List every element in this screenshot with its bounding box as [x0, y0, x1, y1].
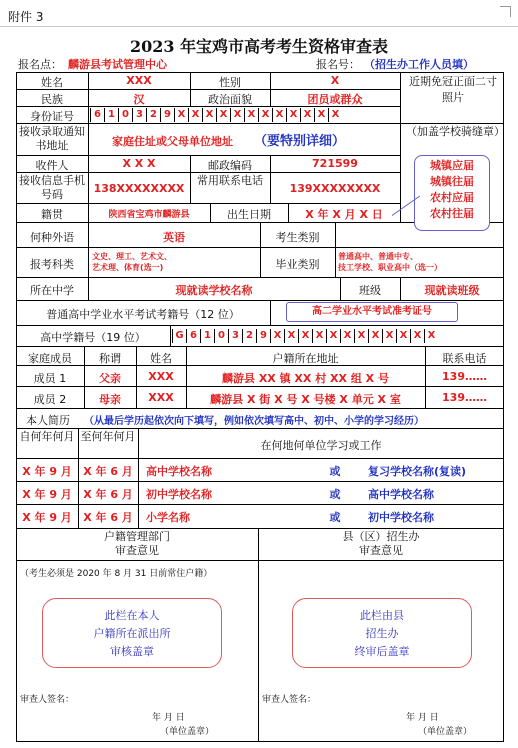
native-value[interactable]: 陕西省宝鸡市麟游县 — [108, 210, 190, 220]
category-callout — [414, 155, 490, 231]
subject-value[interactable] — [92, 251, 258, 273]
birth-value[interactable]: X 年 X 月 X 日 — [305, 208, 383, 221]
corner-mark — [500, 6, 511, 17]
review-right-title-2: 审查意见 — [359, 544, 403, 557]
left-date: 年 月 日 — [152, 713, 185, 723]
receiver-value[interactable]: X X X — [122, 157, 156, 170]
photo-note: （加盖学校骑缝章） — [406, 125, 505, 138]
zip-label: 邮政编码 — [208, 159, 252, 172]
phone-label: 常用联系电话 — [197, 174, 263, 187]
resume-cell: 或 — [329, 488, 341, 501]
resume-cell[interactable]: 高中学校名称 — [368, 488, 434, 501]
class-label: 班级 — [359, 284, 381, 297]
resume-cell[interactable]: 复习学校名称(复读) — [368, 465, 467, 478]
subject-line-1: 文史、理工、艺术文、 — [92, 252, 172, 261]
student-no-digit: 1 — [200, 329, 214, 343]
zip-value[interactable]: 721599 — [312, 157, 358, 170]
school-label: 所在中学 — [30, 284, 74, 297]
gender-label: 性别 — [219, 76, 241, 89]
resume-cell[interactable]: 初中学校名称 — [146, 488, 212, 501]
family-cell[interactable]: 139…… — [442, 391, 487, 404]
review-left-title — [16, 530, 258, 558]
resume-cell[interactable]: X 年 9 月 — [22, 488, 72, 501]
student-no-digit: X — [312, 329, 326, 343]
student-no-digit: G — [172, 329, 186, 343]
student-no-digit: X — [298, 329, 312, 343]
callout-line: 城镇应届 — [430, 159, 474, 172]
student-no-digit: X — [354, 329, 368, 343]
family-cell[interactable]: 139…… — [442, 370, 487, 383]
review-note: （考生必须是 2020 年 8 月 31 日前常住户籍） — [20, 569, 213, 579]
right-review-box[interactable] — [292, 598, 472, 668]
id-digit: X — [216, 108, 230, 122]
mobile-label: 接收信息手机号码 — [19, 174, 85, 201]
family-header-cell: 联系电话 — [442, 352, 487, 365]
family-header-cell: 户籍所在地址 — [272, 352, 339, 365]
id-digit: 2 — [146, 108, 160, 122]
resume-cell[interactable]: X 年 6 月 — [83, 511, 133, 524]
resume-col-to: 至何年何月 — [80, 430, 136, 443]
resume-note: （从最后学历起依次向下填写，例如依次填写高中、初中、小学的学习经历） — [84, 416, 424, 427]
review-right-title — [258, 530, 504, 558]
resume-cell[interactable]: 高中学校名称 — [146, 465, 212, 478]
student-no-digit: 2 — [242, 329, 256, 343]
lang-value[interactable]: 英语 — [163, 231, 185, 244]
attachment-label: 附件 3 — [8, 10, 44, 24]
review-left-title-2: 审查意见 — [115, 544, 159, 557]
family-cell[interactable]: 母亲 — [99, 393, 121, 406]
phone-value[interactable]: 139XXXXXXXX — [289, 182, 381, 195]
family-header-cell: 姓名 — [150, 352, 172, 365]
family-cell[interactable]: XXX — [148, 370, 174, 383]
political-label: 政治面貌 — [208, 93, 252, 106]
student-no-digit: X — [382, 329, 396, 343]
id-number-field[interactable] — [90, 108, 400, 122]
addr-label: 接收录取通知书地址 — [19, 125, 85, 152]
receiver-label: 收件人 — [35, 159, 69, 172]
grad-line-1: 普通高中、普通中专、 — [338, 252, 418, 261]
student-no-digit: X — [424, 329, 438, 343]
id-digit: 9 — [160, 108, 174, 122]
political-value[interactable]: 团员或群众 — [307, 93, 363, 106]
category-label: 考生类别 — [275, 231, 320, 244]
left-reviewer-sign[interactable]: 审查人签名： — [20, 695, 75, 705]
resume-cell: 或 — [329, 511, 341, 524]
left-box-line-1: 此栏在本人 — [104, 609, 160, 622]
resume-cell[interactable]: X 年 6 月 — [83, 488, 133, 501]
lang-label: 何种外语 — [30, 231, 74, 244]
reg-no-label: 报名号： — [316, 58, 360, 71]
student-no-digit: 3 — [228, 329, 242, 343]
native-label: 籍贯 — [41, 208, 63, 221]
photo-label: 近期免冠正面二寸照片 — [409, 75, 497, 104]
subject-line-2: 艺术理、体育(选一) — [92, 263, 164, 272]
right-box-line-1: 此栏由县 — [360, 609, 404, 622]
family-cell[interactable]: XXX — [148, 391, 174, 404]
exam-no-label: 普通高中学业水平考试考籍号（12 位） — [46, 308, 240, 321]
family-header-cell: 家庭成员 — [28, 352, 72, 365]
student-no-label: 高中学籍号（19 位） — [40, 331, 146, 344]
divider — [0, 26, 518, 27]
left-seal: （单位盖章） — [160, 727, 215, 737]
id-digit: X — [286, 108, 300, 122]
left-box-line-3: 审核盖章 — [110, 645, 154, 658]
resume-label: 本人简历 — [26, 414, 70, 427]
resume-cell[interactable]: X 年 9 月 — [22, 465, 72, 478]
grad-label: 毕业类别 — [275, 258, 320, 271]
resume-cell[interactable]: 小学名称 — [146, 511, 190, 524]
id-digit: X — [300, 108, 314, 122]
callout-line: 城镇往届 — [430, 175, 474, 188]
reg-no-value: （招生办工作人员填） — [364, 58, 474, 71]
site-value: 麟游县考试管理中心 — [68, 58, 167, 71]
mobile-value[interactable]: 138XXXXXXXX — [93, 182, 185, 195]
exam-no-value[interactable]: 高二学业水平考试准考证号 — [286, 302, 458, 322]
callout-line: 农村往届 — [430, 207, 474, 220]
addr-value[interactable]: 家庭住址或父母单位地址 — [112, 135, 233, 148]
right-reviewer-sign[interactable]: 审查人签名： — [262, 695, 317, 705]
left-review-box[interactable] — [42, 598, 222, 668]
id-digit: 3 — [132, 108, 146, 122]
id-digit: X — [314, 108, 328, 122]
id-digit: X — [244, 108, 258, 122]
id-digit: X — [258, 108, 272, 122]
student-no-digit: 9 — [256, 329, 270, 343]
id-digit: X — [328, 108, 342, 122]
student-no-field[interactable] — [172, 329, 504, 343]
ethnic-label: 民族 — [41, 93, 63, 106]
student-no-digit: X — [396, 329, 410, 343]
student-no-digit: X — [340, 329, 354, 343]
id-digit: 6 — [90, 108, 104, 122]
right-box-line-3: 终审后盖章 — [354, 645, 410, 658]
student-no-digit: X — [368, 329, 382, 343]
grad-value[interactable] — [338, 251, 502, 273]
ethnic-value[interactable]: 汉 — [133, 93, 145, 106]
grad-line-2: 技工学校、职业高中（选一） — [338, 263, 442, 272]
review-left-title-1: 户籍管理部门 — [104, 530, 170, 543]
student-no-digit: 0 — [214, 329, 228, 343]
subject-label: 报考科类 — [30, 258, 74, 271]
addr-note: （要特别详细） — [254, 134, 346, 149]
right-date: 年 月 日 — [406, 713, 439, 723]
family-cell[interactable]: 麟游县 X 街 X 号 X 号楼 X 单元 X 室 — [210, 393, 401, 406]
student-no-digit: 6 — [186, 329, 200, 343]
family-member-label: 成员 2 — [33, 393, 67, 406]
school-value[interactable]: 现就读学校名称 — [175, 284, 253, 297]
student-no-digit: X — [270, 329, 284, 343]
family-header-cell: 称谓 — [99, 352, 121, 365]
id-digit: 1 — [104, 108, 118, 122]
name-value[interactable]: XXX — [126, 74, 152, 87]
site-label: 报名点： — [18, 58, 62, 71]
id-digit: X — [174, 108, 188, 122]
id-digit: X — [272, 108, 286, 122]
id-digit: X — [202, 108, 216, 122]
right-box-line-2: 招生办 — [365, 627, 399, 640]
resume-cell[interactable]: 初中学校名称 — [368, 511, 434, 524]
birth-label: 出生日期 — [227, 208, 271, 221]
id-digit: X — [188, 108, 202, 122]
student-no-digit: X — [326, 329, 340, 343]
id-digit: X — [230, 108, 244, 122]
family-cell[interactable]: 麟游县 XX 镇 XX 村 XX 组 X 号 — [221, 372, 389, 385]
student-no-digit: X — [410, 329, 424, 343]
resume-cell[interactable]: X 年 6 月 — [83, 465, 133, 478]
student-no-digit: X — [284, 329, 298, 343]
family-member-label: 成员 1 — [33, 372, 67, 385]
resume-col-from: 自何年何月 — [19, 430, 75, 443]
id-label: 身份证号 — [30, 110, 74, 123]
left-box-line-2: 户籍所在派出所 — [93, 627, 171, 640]
right-seal: （单位盖章） — [418, 727, 473, 737]
page-title: 2023 年宝鸡市高考考生资格审查表 — [129, 37, 389, 56]
resume-cell: 或 — [329, 465, 341, 478]
id-digit: 0 — [118, 108, 132, 122]
gender-value[interactable]: X — [330, 74, 340, 87]
review-right-title-1: 县（区）招生办 — [342, 530, 420, 543]
family-cell[interactable]: 父亲 — [99, 372, 121, 385]
resume-cell[interactable]: X 年 9 月 — [22, 511, 72, 524]
resume-col-where: 在何地何单位学习或工作 — [260, 439, 382, 452]
callout-line: 农村应届 — [430, 191, 474, 204]
class-value[interactable]: 现就读班级 — [424, 284, 480, 297]
name-label: 姓名 — [41, 76, 63, 89]
